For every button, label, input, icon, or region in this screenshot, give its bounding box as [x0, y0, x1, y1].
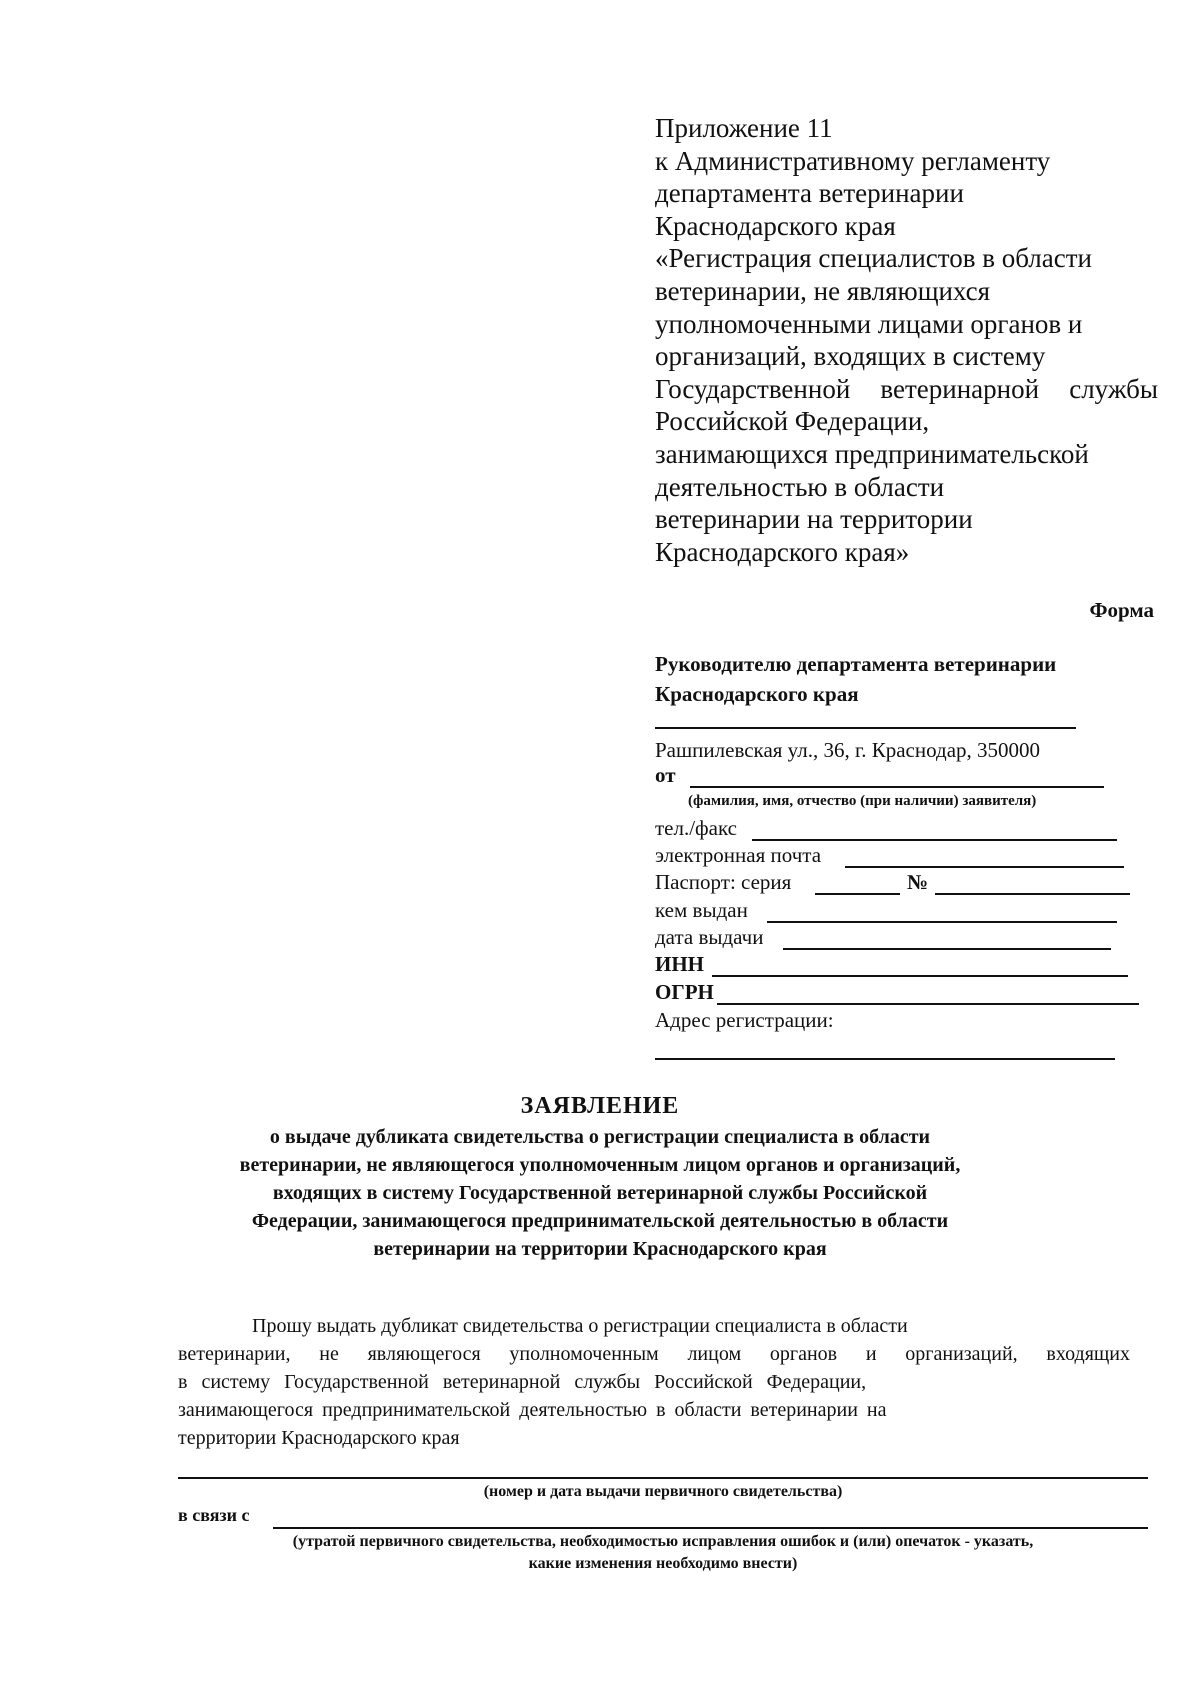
recipient-name-field[interactable]: [655, 727, 1076, 729]
body-line-5: территории Краснодарского края: [178, 1427, 460, 1449]
appendix-line: Краснодарского края: [655, 210, 896, 241]
appendix-line: организаций, входящих в систему: [655, 341, 1046, 372]
issued-by-label: кем выдан: [655, 898, 748, 922]
appendix-line: Государственной ветеринарной службы: [655, 373, 1158, 404]
appendix-line: занимающихся предпринимательской: [655, 438, 1089, 469]
passport-series-field[interactable]: [815, 893, 900, 895]
appendix-line: Российской Федерации,: [655, 406, 930, 437]
email-label: электронная почта: [655, 843, 822, 867]
phone-field[interactable]: [752, 839, 1117, 841]
appendix-line: к Административному регламенту: [655, 145, 1051, 176]
body-line-2: ветеринарии, не являющегося уполномоченным лицом органов и организаций, входящих: [178, 1343, 1130, 1365]
passport-series-label: Паспорт: серия: [655, 870, 792, 894]
issue-date-label: дата выдачи: [655, 925, 764, 949]
recipient-line-2: Краснодарского края: [655, 682, 859, 706]
reg-address-label: Адрес регистрации:: [655, 1008, 834, 1032]
appendix-header: [655, 112, 1175, 568]
due-to-field[interactable]: [273, 1527, 1148, 1529]
body-line-3: в систему Государственной ветеринарной службы Российской Федерации,: [178, 1371, 867, 1393]
primary-certificate-field[interactable]: [178, 1477, 1148, 1479]
inn-label: ИНН: [655, 952, 705, 976]
appendix-line: ветеринарии, не являющихся: [655, 275, 991, 306]
issue-date-field[interactable]: [783, 948, 1111, 950]
applicant-name-field[interactable]: [690, 786, 1104, 788]
subtitle-line: Федерации, занимающегося предпринимательской деятельностью в области: [251, 1210, 949, 1232]
appendix-line: уполномоченными лицами органов и: [655, 308, 1083, 339]
from-label: от: [655, 763, 676, 787]
subtitle-line: входящих в систему Государственной ветеринарной службы Российской: [272, 1182, 928, 1204]
passport-number-label: №: [907, 870, 929, 894]
appendix-line: Краснодарского края»: [655, 536, 910, 567]
issued-by-field[interactable]: [767, 921, 1117, 923]
recipient-line-1: Руководителю департамента ветеринарии: [655, 652, 1057, 676]
due-to-caption-1: (утратой первичного свидетельства, необходимостью исправления ошибок и (или) опечаток - указать,: [292, 1533, 1034, 1550]
recipient-address: Рашпилевская ул., 36, г. Краснодар, 350000: [655, 738, 1041, 762]
statement-subtitle: [175, 1123, 1025, 1263]
subtitle-line: о выдаче дубликата свидетельства о регистрации специалиста в области: [269, 1126, 931, 1148]
statement-title: ЗАЯВЛЕНИЕ: [520, 1093, 680, 1119]
appendix-line: Приложение 11: [655, 113, 833, 143]
inn-field[interactable]: [712, 975, 1128, 977]
phone-label: тел./факс: [655, 816, 737, 840]
applicant-name-caption: (фамилия, имя, отчество (при наличии) заявителя): [688, 793, 1037, 809]
appendix-line: «Регистрация специалистов в области: [655, 243, 1092, 274]
form-label: Форма: [1089, 598, 1154, 622]
due-to-label: в связи с: [178, 1505, 250, 1525]
body-line-4: занимающегося предпринимательской деятельностью в области ветеринарии на: [178, 1399, 887, 1421]
ogrn-field[interactable]: [717, 1003, 1139, 1005]
appendix-line: ветеринарии на территории: [655, 504, 973, 535]
reg-address-field[interactable]: [655, 1058, 1115, 1060]
ogrn-label: ОГРН: [655, 980, 714, 1004]
subtitle-line: ветеринарии на территории Краснодарского края: [373, 1238, 827, 1260]
due-to-caption-2: какие изменения необходимо внести): [528, 1555, 798, 1572]
appendix-line: деятельностью в области: [655, 471, 945, 502]
passport-number-field[interactable]: [935, 893, 1130, 895]
body-line-1: Прошу выдать дубликат свидетельства о регистрации специалиста в области: [252, 1315, 908, 1337]
subtitle-line: ветеринарии, не являющегося уполномоченным лицом органов и организаций,: [239, 1154, 961, 1176]
primary-certificate-caption: (номер и дата выдачи первичного свидетельства): [483, 1483, 843, 1500]
appendix-line: департамента ветеринарии: [655, 178, 964, 209]
email-field[interactable]: [845, 866, 1124, 868]
